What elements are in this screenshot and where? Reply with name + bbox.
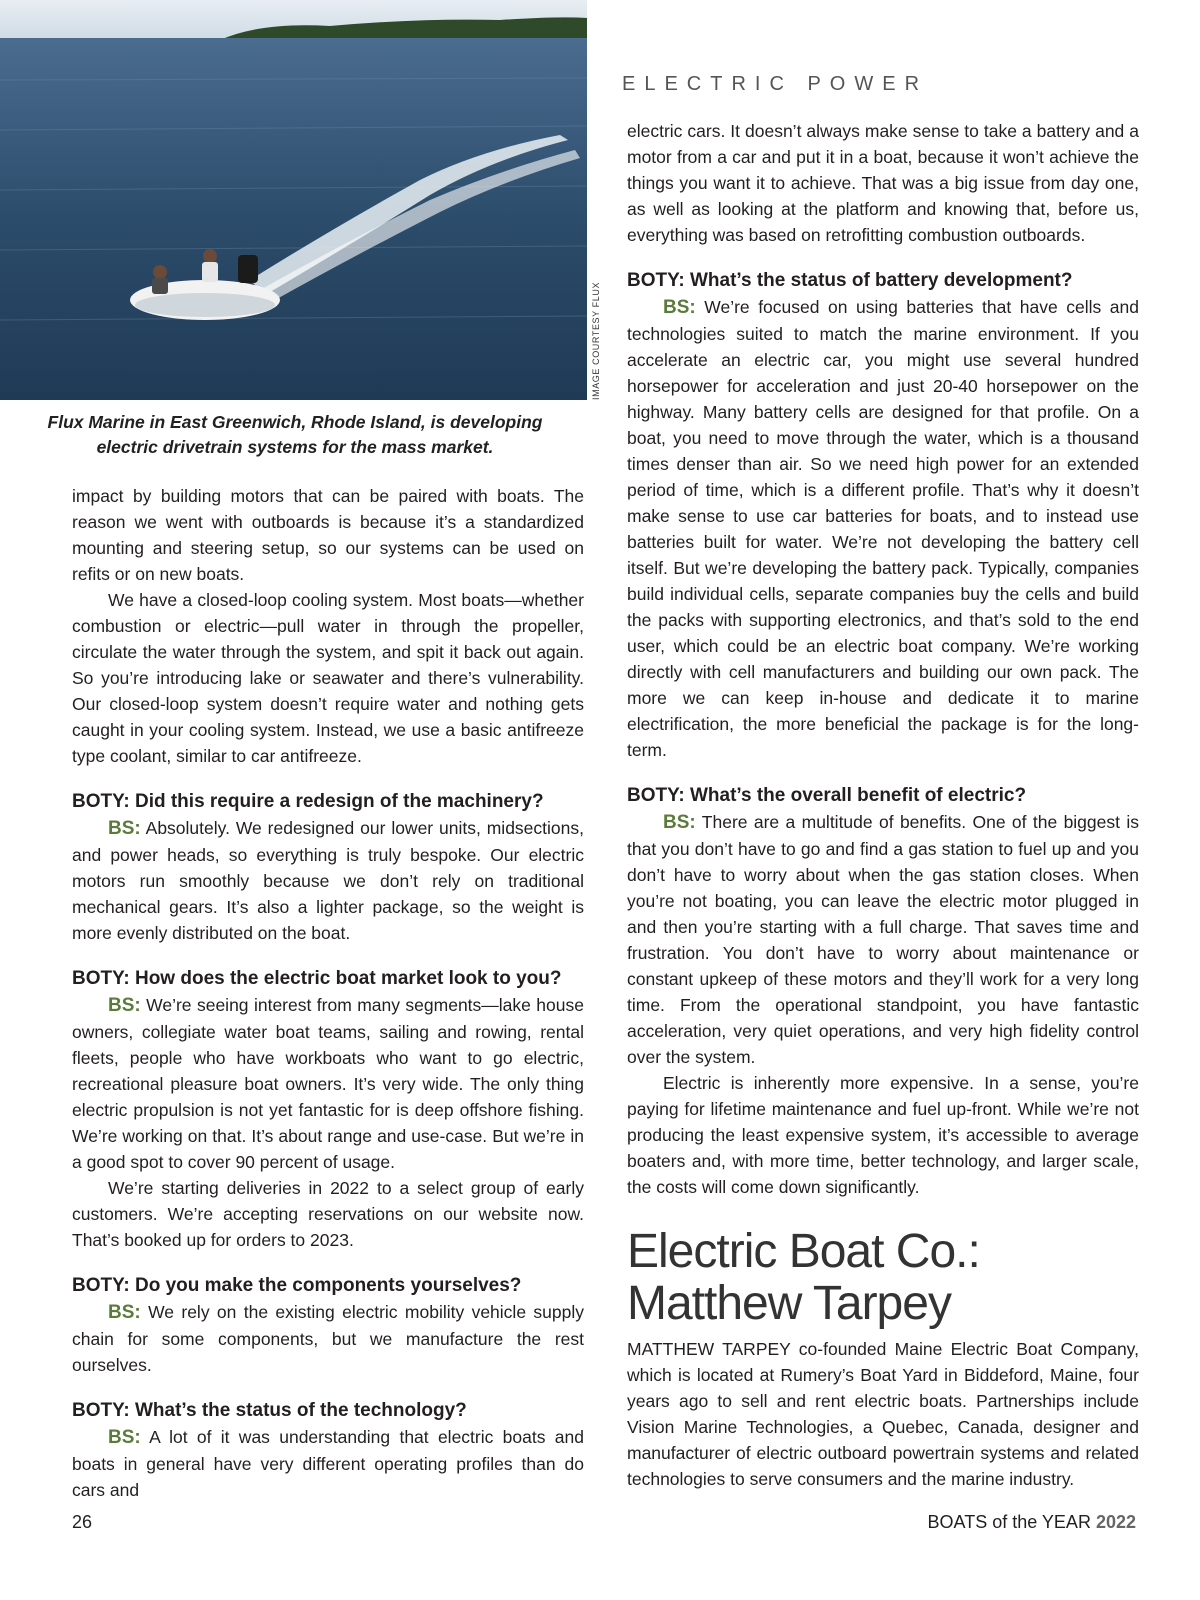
question-heading: BOTY: How does the electric boat market look to you? <box>72 968 562 989</box>
question-heading: BOTY: What’s the status of the technology? <box>72 1400 467 1421</box>
speaker-label: BS: <box>108 818 141 839</box>
photo-credit: IMAGE COURTESY FLUX <box>591 281 601 400</box>
speaker-label: BS: <box>108 1302 141 1323</box>
answer-paragraph <box>72 1299 584 1378</box>
speaker-label: BS: <box>108 1427 141 1448</box>
question-heading: BOTY: Did this require a redesign of the machinery? <box>72 791 544 812</box>
boat-photo <box>0 0 587 400</box>
answer-text: A lot of it was understanding that electric boats and boats in general have very different operating profiles than do cars and <box>72 1427 584 1500</box>
body-paragraph: Electric is inherently more expensive. In a sense, you’re paying for lifetime maintenance and fuel up-front. While we’re not producing the least expensive system, it’s accessible to average boaters and, with more time, better technology, and larger scale, the costs will come down significantly. <box>627 1073 1139 1197</box>
answer-paragraph <box>72 1424 584 1503</box>
answer-paragraph <box>627 809 1139 1070</box>
section-title-line: Electric Boat Co.: <box>627 1225 980 1278</box>
body-paragraph: electric cars. It doesn’t always make sense to take a battery and a motor from a car and put it in a boat, because it won’t achieve the things you want it to achieve. That was a big issue from day one, as well as looking at the platform and knowing that, before us, everything was based on retrofitting combustion outboards. <box>627 121 1139 245</box>
answer-text: We’re focused on using batteries that have cells and technologies suited to match the marine environment. If you accelerate an electric car, you might use several hundred horsepower for acceleration and just 20-40 horsepower on the highway. Many battery cells are designed for that profile. On a boat, you need to move through the water, which is a thousand times denser than air. So we need high power for an extended period of time, which is a different profile. That’s why it doesn’t make sense to use car batteries for boats, and to instead use batteries built for water. We’re not developing the battery cell itself. But we’re developing the battery pack. Typically, companies build individual cells, separate companies buy the cells and build the packs with supporting electronics, and that’s sold to the end user, which could be an electric boat company. We’re working directly with cell manufacturers and building our own pack. The more we can keep in-house and dedicate it to marine electrification, the more beneficial the package is for the long-term. <box>627 297 1139 760</box>
speaker-label: BS: <box>663 812 696 833</box>
publication-year: 2022 <box>1095 1512 1136 1532</box>
answer-text: We rely on the existing electric mobility vehicle supply chain for some components, but we manufacture the rest ourselves. <box>72 1302 584 1375</box>
question-heading: BOTY: Do you make the components yourselves? <box>72 1275 522 1296</box>
speaker-label: BS: <box>108 995 141 1016</box>
body-paragraph: We have a closed-loop cooling system. Most boats—whether combustion or electric—pull water in through the propeller, circulate the water through the system, and spit it back out again. So you’re introducing lake or seawater and there’s vulnerability. Our closed-loop system doesn’t require water and nothing gets caught in your cooling system. Instead, we use a basic antifreeze type coolant, similar to car antifreeze. <box>72 590 584 766</box>
answer-paragraph <box>627 294 1139 763</box>
left-column <box>72 483 584 1503</box>
right-column <box>627 118 1139 1492</box>
question-heading: BOTY: What’s the status of battery development? <box>627 270 1073 291</box>
intro-paragraph: MATTHEW TARPEY co-founded Maine Electric Boat Company, which is located at Rumery’s Boat Yard in Biddeford, Maine, four years ago to sell and rent electric boats. Partnerships include Vision Marine Technologies, a Quebec, Canada, designer and manufacturer of electric outboard powertrain systems and related technologies to serve consumers and the marine industry. <box>627 1339 1139 1489</box>
publication-footer <box>928 1512 1136 1533</box>
answer-paragraph <box>72 992 584 1175</box>
photo-caption: Flux Marine in East Greenwich, Rhode Island, is developing electric drivetrain systems for the mass market. <box>47 412 543 457</box>
answer-text: We’re seeing interest from many segments—lake house owners, collegiate water boat teams, sailing and rowing, rental fleets, people who have workboats who want to go electric, recreational pleasure boat owners. It’s very wide. The only thing electric propulsion is not yet fantastic for is deep offshore fishing. We’re working on that. It’s about range and use-case. But we’re in a good spot to cover 90 percent of usage. <box>72 995 584 1172</box>
question-heading: BOTY: What’s the overall benefit of electric? <box>627 785 1027 806</box>
section-title <box>627 1226 1139 1330</box>
publication-name: BOATS of the YEAR <box>927 1512 1091 1532</box>
page-number: 26 <box>72 1512 93 1532</box>
answer-text: There are a multitude of benefits. One of the biggest is that you don’t have to go and find a gas station to fuel up and you don’t have to worry about when the gas station closes. When you’re not boating, you can leave the electric motor plugged in and then you’re starting with a full charge. That saves time and frustration. You don’t have to worry about maintenance or constant upkeep of these motors and they’ll work for a very long time. From the operational standpoint, you have fantastic acceleration, very quiet operations, and very high fidelity control over the system. <box>627 812 1139 1067</box>
section-kicker: ELECTRIC POWER <box>622 73 929 95</box>
answer-text: Absolutely. We redesigned our lower units, midsections, and power heads, so everything is truly bespoke. Our electric motors run smoothly because we don’t rely on traditional mechanical gears. It’s also a lighter package, so the weight is more evenly distributed on the boat. <box>72 818 584 943</box>
section-title-line: Matthew Tarpey <box>627 1277 951 1330</box>
body-paragraph: impact by building motors that can be paired with boats. The reason we went with outboards is because it’s a standardized mounting and steering setup, so our systems can be used on refits or on new boats. <box>72 486 584 584</box>
speaker-label: BS: <box>663 297 696 318</box>
answer-paragraph <box>72 815 584 946</box>
boat-photo-illustration <box>0 0 587 400</box>
body-paragraph: We’re starting deliveries in 2022 to a select group of early customers. We’re accepting reservations on our website now. That’s booked up for orders to 2023. <box>72 1178 584 1250</box>
